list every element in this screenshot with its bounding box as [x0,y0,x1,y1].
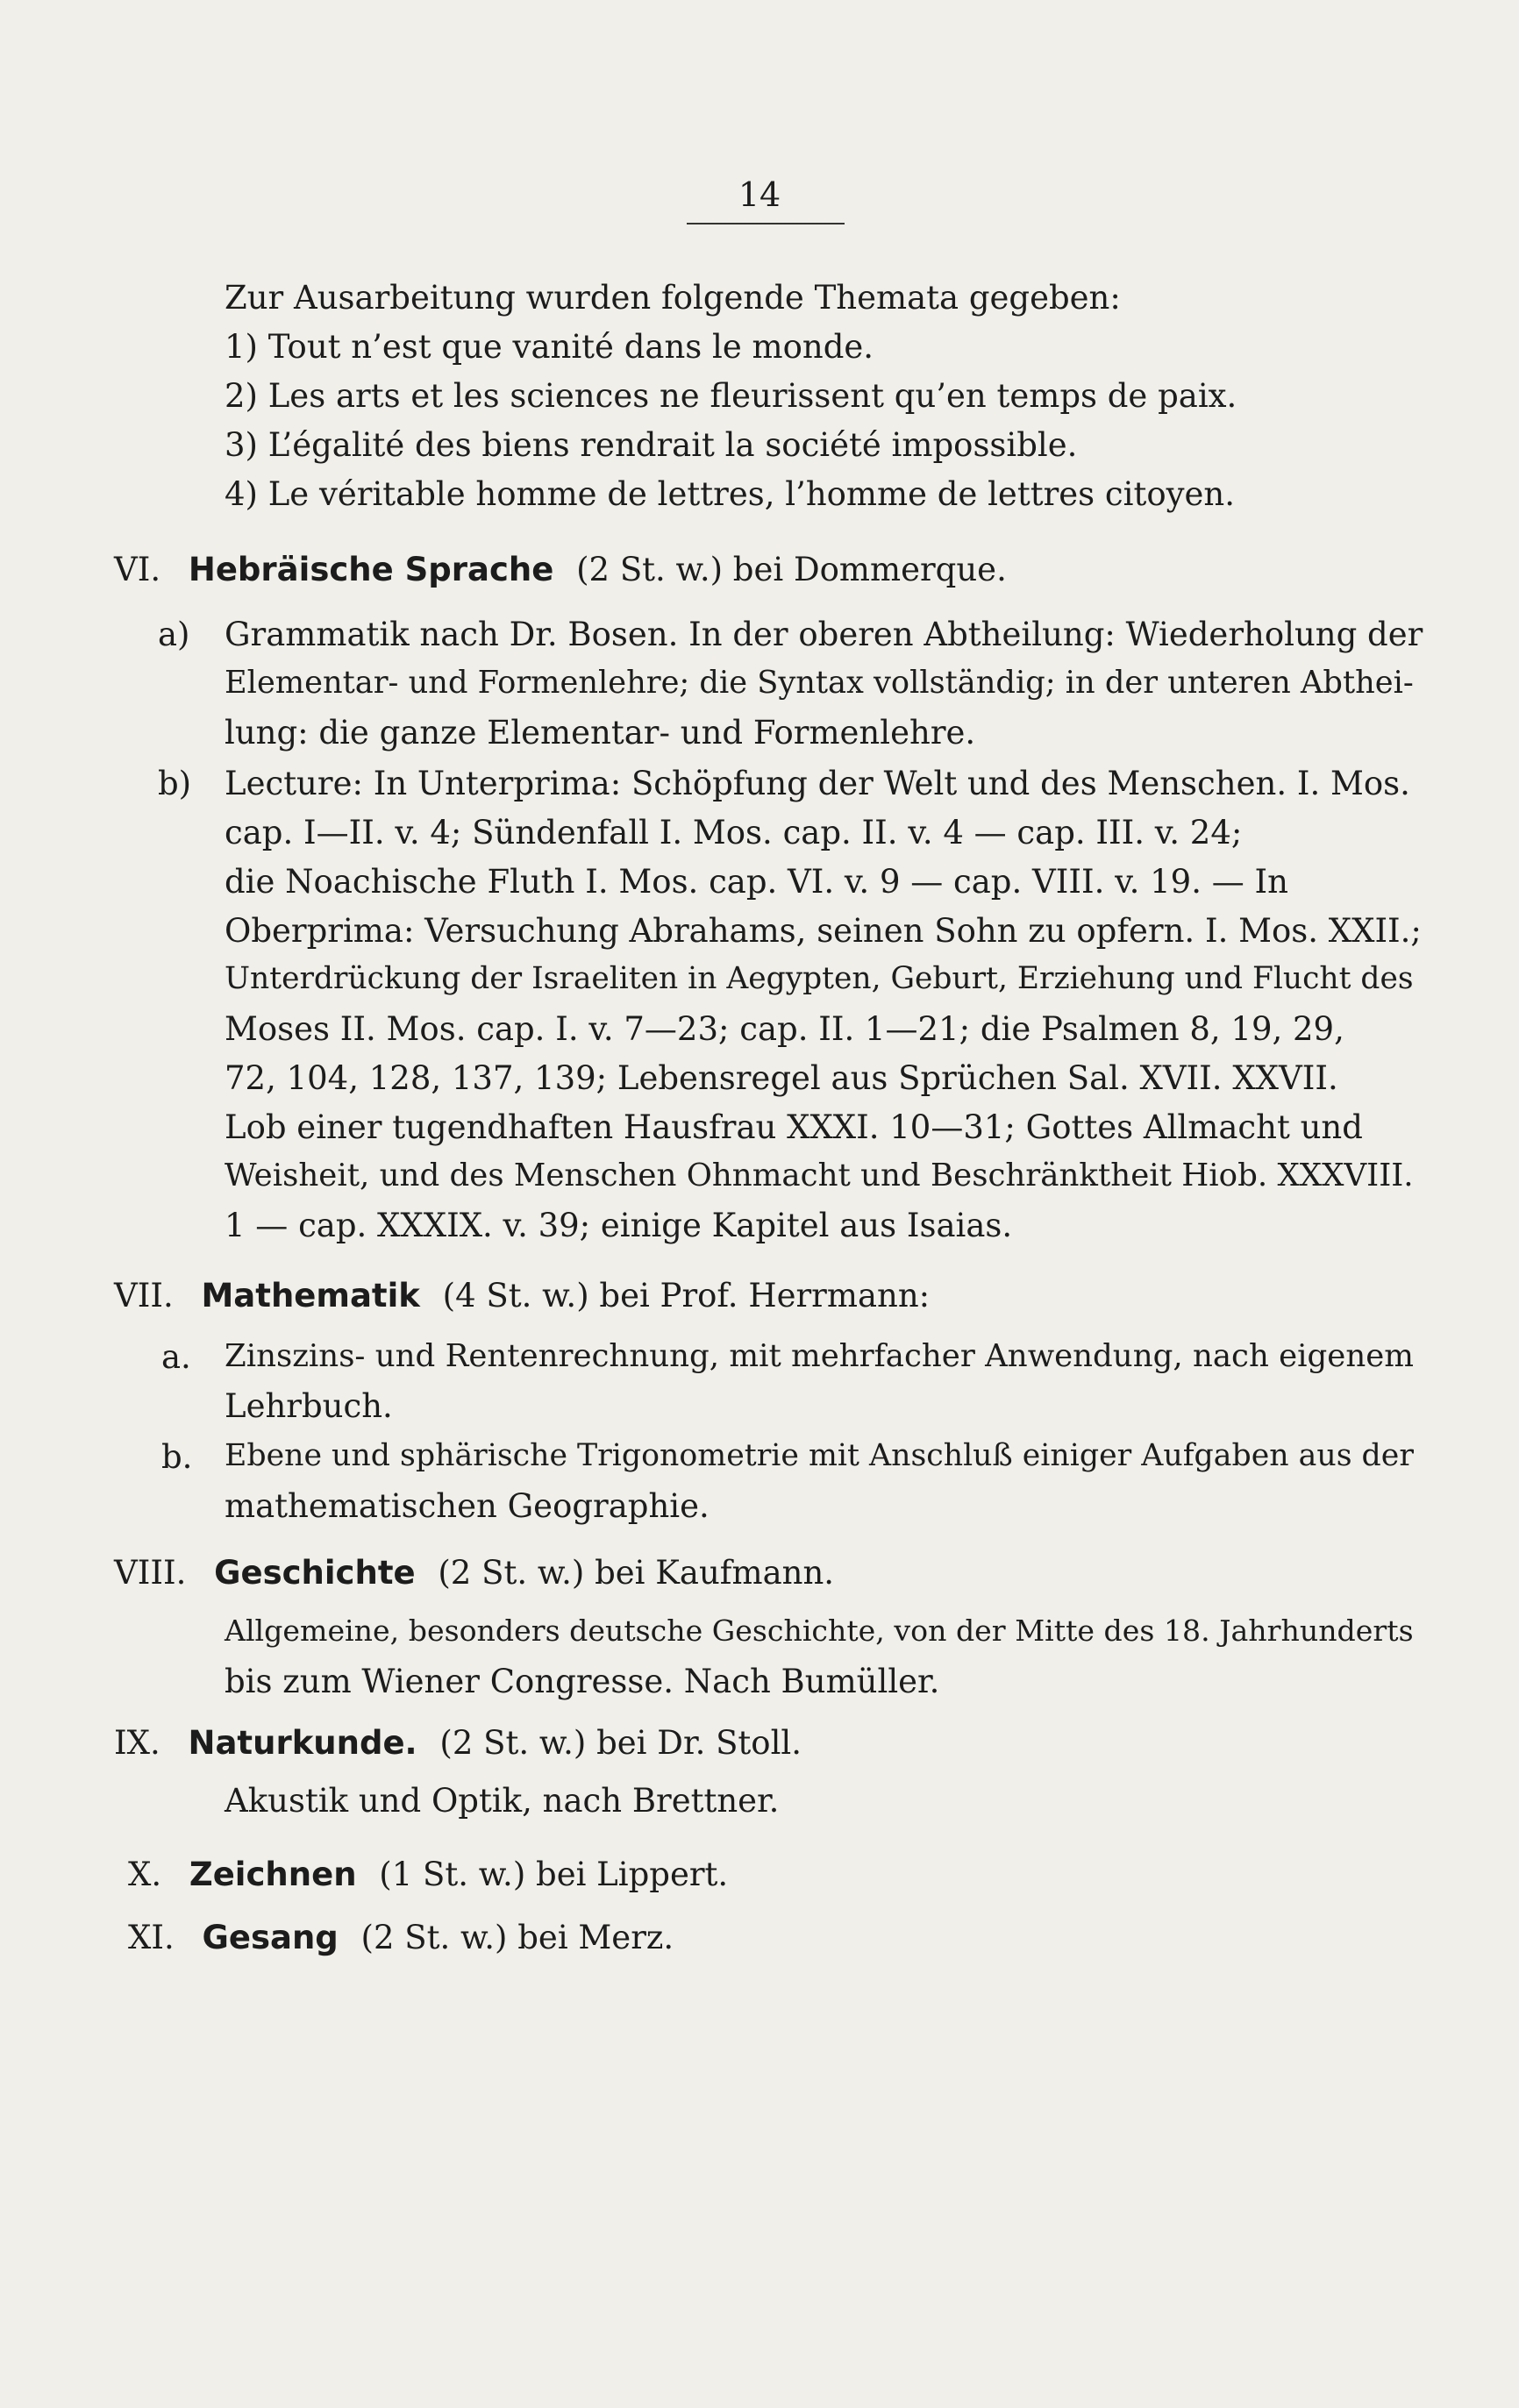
section-vi-rest: (2 St. w.) bei Dommerque. [576,551,1007,588]
item-vi-b-line-1: Lecture: In Unterprima: Schöpfung der Welt und des Menschen. I. Mos. [225,765,1410,802]
item-vii-b-line-1: Ebene und sphärische Trigonometrie mit Anschluß einiger Aufgaben aus der [225,1438,1414,1473]
item-vi-b-line-2: cap. I—II. v. 4; Sündenfall I. Mos. cap. II. v. 4 — cap. III. v. 24; [225,814,1243,851]
item-vi-b-label: b) [158,765,192,802]
item-vii-a-label: a. [161,1338,191,1376]
item-vi-a-label: a) [158,616,190,653]
item-vi-b-line-10: 1 — cap. XXXIX. v. 39; einige Kapitel aus Isaias. [225,1207,1013,1244]
section-viii-rest: (2 St. w.) bei Kaufmann. [438,1554,835,1592]
section-vii-rest: (4 St. w.) bei Prof. Herrmann: [442,1277,931,1314]
section-ix-heading [114,1724,802,1762]
item-vi-b-line-9: Weisheit, und des Menschen Ohnmacht und Beschränktheit Hiob. XXXVIII. [225,1158,1414,1193]
section-x-subject: Zeichnen [189,1856,357,1893]
section-vii-heading [114,1277,930,1314]
page-number: 14 [738,175,781,214]
item-vii-a-line-1: Zinszins- und Rentenrechnung, mit mehrfacher Anwendung, nach eigenem [225,1338,1414,1374]
item-vi-b-line-4: Oberprima: Versuchung Abrahams, seinen Sohn zu opfern. I. Mos. XXII.; [225,912,1422,950]
section-x-heading [128,1856,728,1893]
section-ix-line-1: Akustik und Optik, nach Brettner. [225,1782,780,1820]
section-xi-numeral: XI. [128,1919,175,1956]
item-vi-b-line-3: die Noachische Fluth I. Mos. cap. VI. v. 9 — cap. VIII. v. 19. — In [225,863,1288,901]
section-vi-subject: Hebräische Sprache [188,551,554,588]
section-viii-subject: Geschichte [214,1554,416,1592]
section-x-numeral: X. [128,1856,162,1893]
item-vi-b-line-6: Moses II. Mos. cap. I. v. 7—23; cap. II. 1—21; die Psalmen 8, 19, 29, [225,1010,1344,1048]
section-xi-heading [128,1919,674,1956]
item-vii-b-line-2: mathematischen Geographie. [225,1487,710,1525]
section-xi-rest: (2 St. w.) bei Merz. [360,1919,674,1956]
item-vi-b-line-8: Lob einer tugendhaften Hausfrau XXXI. 10—31; Gottes Allmacht und [225,1108,1363,1146]
section-vii-numeral: VII. [114,1277,174,1314]
section-viii-line-2: bis zum Wiener Congresse. Nach Bumüller. [225,1663,940,1700]
theme-3: 3) L’égalité des biens rendrait la société impossible. [225,426,1078,464]
theme-1: 1) Tout n’est que vanité dans le monde. [225,328,874,366]
item-vi-a-line-1: Grammatik nach Dr. Bosen. In der oberen Abtheilung: Wiederholung der [225,616,1423,653]
section-vi-heading [114,551,1007,588]
item-vii-a-line-2: Lehrbuch. [225,1387,393,1425]
item-vi-a-line-2: Elementar- und Formenlehre; die Syntax vollständig; in der unteren Abthei- [225,665,1414,701]
section-vii-subject: Mathematik [201,1277,420,1314]
theme-2: 2) Les arts et les sciences ne fleurissent qu’en temps de paix. [225,377,1237,415]
section-viii-numeral: VIII. [114,1554,187,1592]
item-vii-b-label: b. [161,1438,193,1476]
item-vi-b-line-7: 72, 104, 128, 137, 139; Lebensregel aus Sprüchen Sal. XVII. XXVII. [225,1059,1338,1097]
section-viii-line-1: Allgemeine, besonders deutsche Geschichte, von der Mitte des 18. Jahrhunderts [225,1614,1414,1648]
section-xi-subject: Gesang [202,1919,339,1956]
item-vi-a-line-3: lung: die ganze Elementar- und Formenlehre. [225,714,976,752]
section-vi-numeral: VI. [114,551,161,588]
section-viii-heading [114,1554,834,1592]
intro-line: Zur Ausarbeitung wurden folgende Themata gegeben: [225,279,1121,317]
section-x-rest: (1 St. w.) bei Lippert. [379,1856,729,1893]
section-ix-subject: Naturkunde. [188,1724,417,1762]
section-ix-numeral: IX. [114,1724,160,1762]
item-vi-b-line-5: Unterdrückung der Israeliten in Aegypten, Geburt, Erziehung und Flucht des [225,961,1414,996]
page-number-rule [687,223,845,224]
theme-4: 4) Le véritable homme de lettres, l’homme de lettres citoyen. [225,475,1235,513]
section-ix-rest: (2 St. w.) bei Dr. Stoll. [439,1724,802,1762]
